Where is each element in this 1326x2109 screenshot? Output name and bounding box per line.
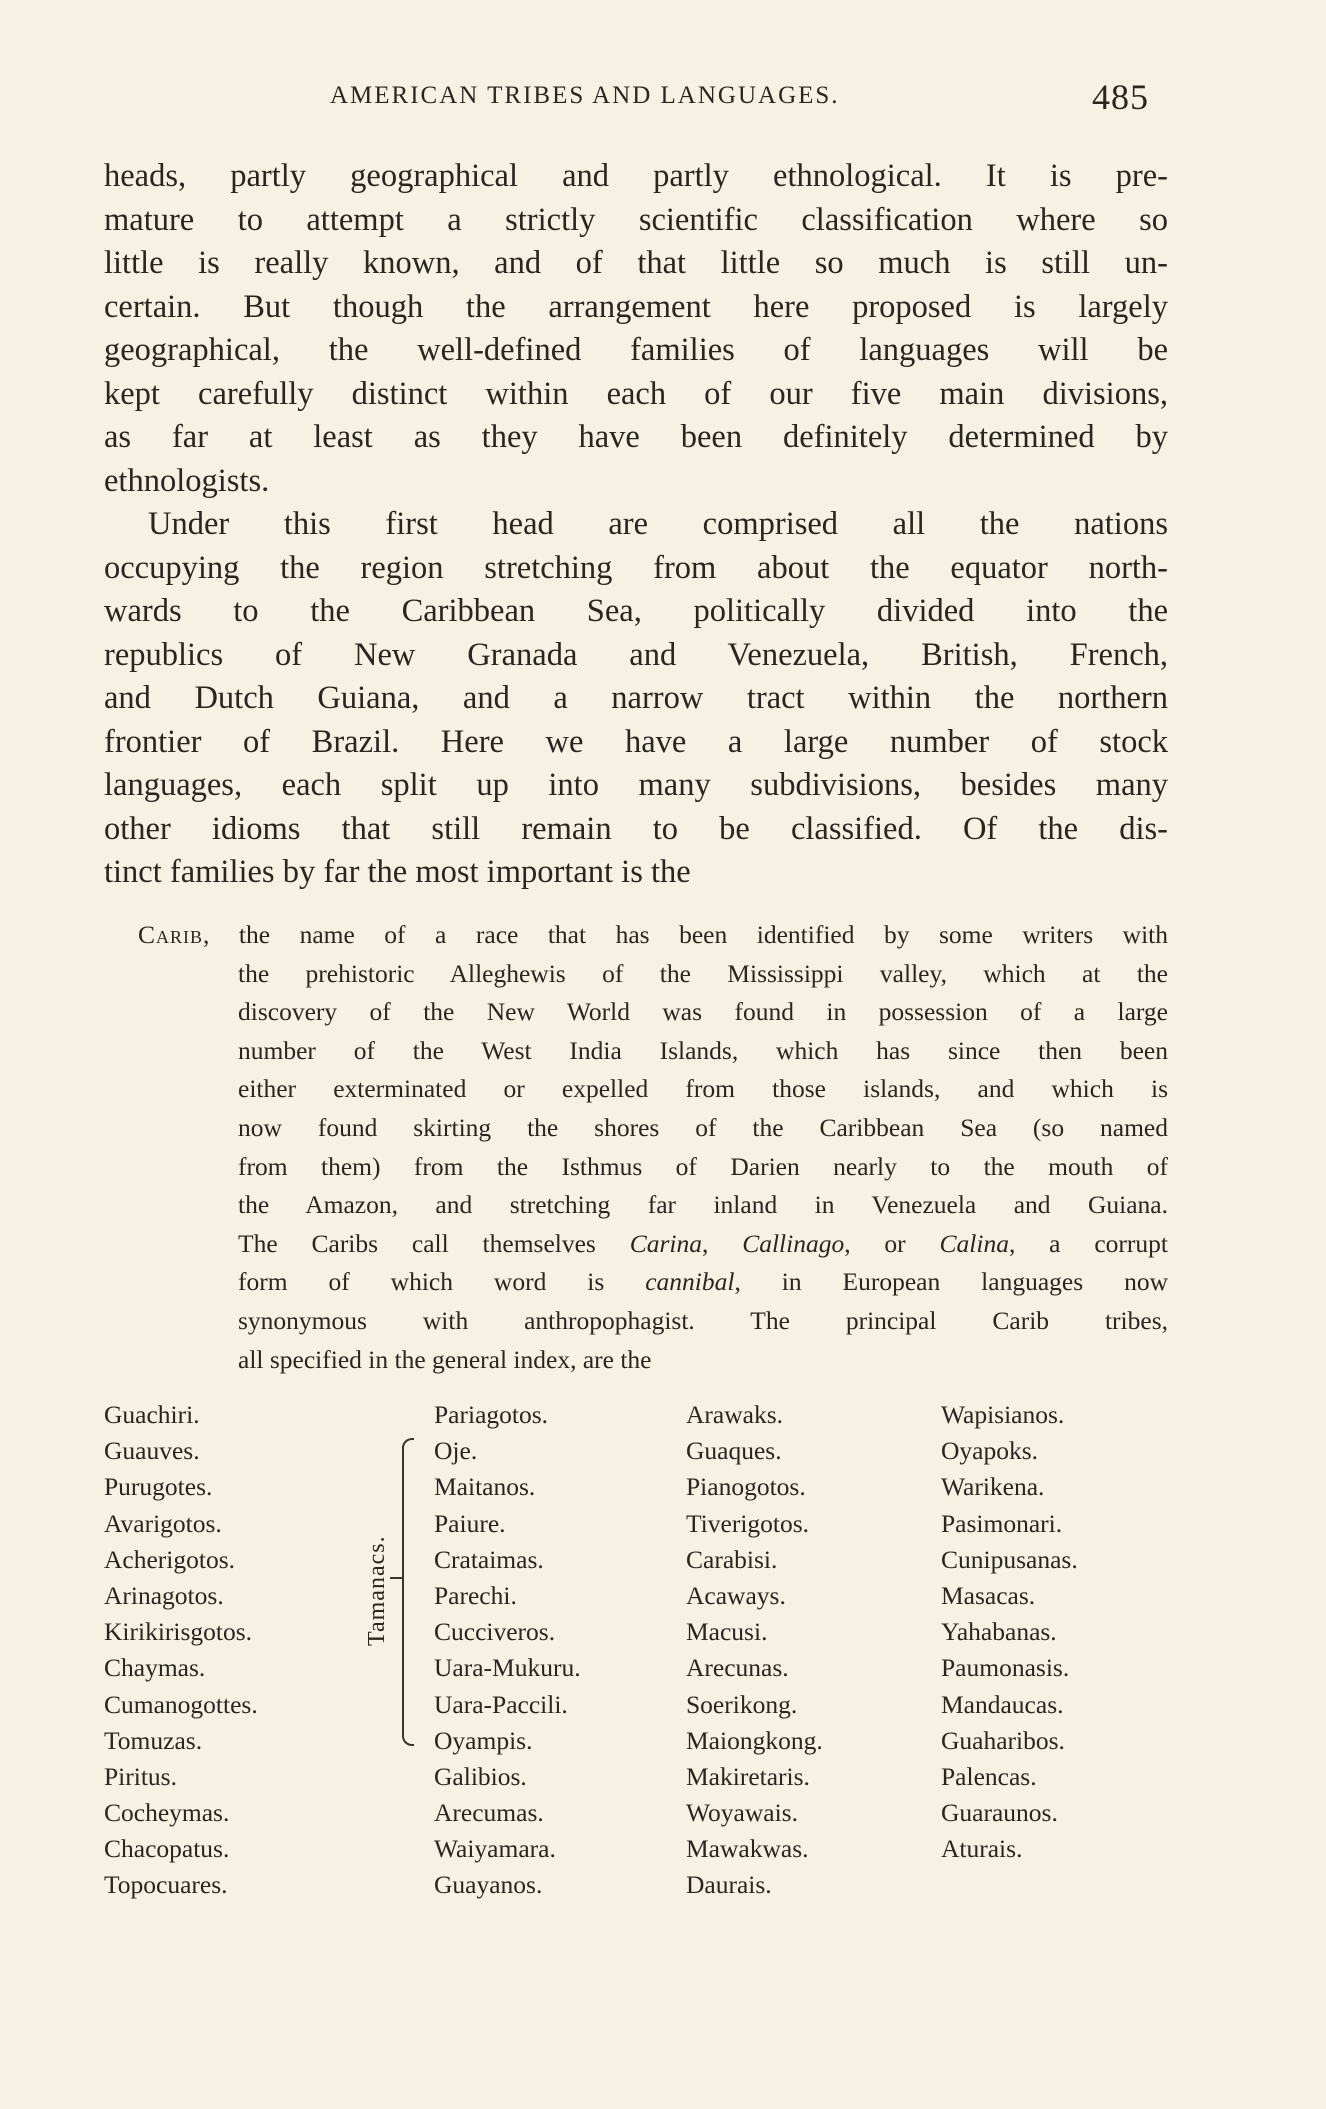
tribe-name: Pasimonari. bbox=[941, 1508, 1063, 1538]
italic-term: Callinago bbox=[742, 1228, 845, 1258]
tribe-name: Palencas. bbox=[941, 1761, 1037, 1791]
tribe-name: Guaraunos. bbox=[941, 1798, 1058, 1828]
text-line: certain. But though the arrangement here proposed is largely bbox=[104, 288, 1168, 325]
tribe-name: Cumanogottes. bbox=[104, 1689, 258, 1719]
note-line: now found skirting the shores of the Caribbean Sea (so named bbox=[238, 1112, 1168, 1142]
text-line: ethnologists. bbox=[104, 462, 270, 499]
tribe-column-2 bbox=[434, 1397, 581, 1904]
main-text bbox=[104, 155, 1168, 895]
tribe-name: Topocuares. bbox=[104, 1870, 228, 1900]
note-line: The Caribs call themselves Carina, Callinago, or Calina, a corrupt bbox=[238, 1228, 1168, 1258]
tribe-name: Mandaucas. bbox=[941, 1689, 1064, 1719]
tribe-name: Arawaks. bbox=[686, 1400, 784, 1429]
tribe-name: Cocheymas. bbox=[104, 1798, 230, 1828]
tribe-column-4 bbox=[941, 1397, 1078, 1867]
tribe-name: Pianogotos. bbox=[686, 1472, 806, 1502]
text-line: Under this first head are comprised all the nations bbox=[148, 506, 1168, 542]
note-line: form of which word is cannibal, in European languages now bbox=[238, 1267, 1168, 1297]
tribe-name: Acherigotos. bbox=[104, 1544, 236, 1574]
tribe-name: Guayanos. bbox=[434, 1870, 543, 1900]
tribe-name: Cunipusanas. bbox=[941, 1544, 1078, 1574]
tribe-name: Guauves. bbox=[104, 1436, 200, 1466]
tribe-name: Tiverigotos. bbox=[686, 1508, 810, 1538]
tribe-name: Makiretaris. bbox=[686, 1761, 810, 1791]
italic-term: cannibal bbox=[645, 1267, 735, 1297]
tribe-name: Paiure. bbox=[434, 1508, 506, 1538]
text-line: mature to attempt a strictly scientific classification where so bbox=[104, 201, 1168, 238]
tribe-column-3 bbox=[686, 1397, 823, 1904]
italic-term: Carina bbox=[629, 1228, 702, 1258]
tribe-name: Pariagotos. bbox=[434, 1400, 549, 1429]
tribe-name: Paumonasis. bbox=[941, 1653, 1070, 1683]
tribe-name: Maiongkong. bbox=[686, 1725, 823, 1755]
tribe-name: Arinagotos. bbox=[104, 1580, 224, 1610]
tribe-name: Parechi. bbox=[434, 1580, 517, 1610]
text-line: and Dutch Guiana, and a narrow tract within the northern bbox=[104, 680, 1168, 716]
tribe-name: Kirikirisgotos. bbox=[104, 1617, 253, 1647]
brace bbox=[402, 1446, 412, 1736]
tribe-name: Aturais. bbox=[941, 1834, 1023, 1864]
note-line: number of the West India Islands, which has since then been bbox=[238, 1035, 1168, 1065]
tribe-name: Chaymas. bbox=[104, 1653, 206, 1683]
text-line: frontier of Brazil. Here we have a large number of stock bbox=[104, 723, 1168, 760]
running-head: AMERICAN TRIBES AND LANGUAGES. bbox=[330, 82, 840, 109]
tribe-name: Oyapoks. bbox=[941, 1436, 1039, 1466]
tribe-name: Guachiri. bbox=[104, 1400, 200, 1429]
note-line: synonymous with anthropophagist. The principal Carib tribes, bbox=[238, 1305, 1168, 1335]
tribe-column-1 bbox=[104, 1397, 258, 1904]
note-line: from them) from the Isthmus of Darien nearly to the mouth of bbox=[238, 1151, 1168, 1181]
tribe-name: Yahabanas. bbox=[941, 1617, 1057, 1647]
text-line: other idioms that still remain to be classified. Of the dis- bbox=[104, 810, 1168, 847]
entry-heading: Carib bbox=[138, 920, 204, 949]
tribe-name: Arecumas. bbox=[434, 1798, 544, 1828]
tribe-name: Uara-Mukuru. bbox=[434, 1653, 581, 1683]
note-line: Carib, the name of a race that has been identified by some writers with bbox=[138, 920, 1168, 949]
tribe-name: Guaques. bbox=[686, 1436, 782, 1466]
tribe-name: Woyawais. bbox=[686, 1798, 798, 1828]
text-line: as far at least as they have been definitely determined by bbox=[104, 419, 1168, 455]
text-line: languages, each split up into many subdivisions, besides many bbox=[104, 767, 1168, 803]
tribe-name: Oyampis. bbox=[434, 1725, 533, 1755]
tribe-name: Wapisianos. bbox=[941, 1400, 1065, 1429]
tribe-name: Acaways. bbox=[686, 1580, 786, 1610]
tribe-name: Galibios. bbox=[434, 1761, 527, 1791]
tribe-name: Arecunas. bbox=[686, 1653, 789, 1683]
text-line: kept carefully distinct within each of our five main divisions, bbox=[104, 375, 1168, 412]
tribe-name: Daurais. bbox=[686, 1870, 772, 1900]
carib-entry bbox=[138, 916, 1168, 1379]
text-line: occupying the region stretching from about the equator north- bbox=[104, 549, 1168, 586]
brace-bottom bbox=[402, 1734, 414, 1746]
page-number: 485 bbox=[1092, 77, 1149, 117]
tribe-name: Tomuzas. bbox=[104, 1725, 203, 1755]
text-line: tinct families by far the most important is the bbox=[104, 854, 691, 890]
tribe-name: Masacas. bbox=[941, 1580, 1036, 1610]
tamanacs-group-label: Tamanacs. bbox=[364, 1535, 390, 1646]
tribe-name: Warikena. bbox=[941, 1472, 1045, 1502]
tribe-name: Soerikong. bbox=[686, 1689, 798, 1719]
page-header bbox=[0, 76, 1326, 120]
tribe-name: Uara-Paccili. bbox=[434, 1689, 568, 1719]
tribe-name: Carabisi. bbox=[686, 1544, 778, 1574]
tribe-name: Crataimas. bbox=[434, 1544, 544, 1574]
note-line: either exterminated or expelled from those islands, and which is bbox=[238, 1074, 1168, 1104]
text-line: wards to the Caribbean Sea, politically divided into the bbox=[104, 593, 1168, 629]
tribe-name: Waiyamara. bbox=[434, 1834, 556, 1864]
note-line: all specified in the general index, are the bbox=[238, 1344, 652, 1374]
italic-term: Calina bbox=[939, 1228, 1009, 1258]
brace-point bbox=[390, 1577, 402, 1587]
note-line: the prehistoric Alleghewis of the Mississippi valley, which at the bbox=[238, 958, 1168, 988]
tribe-name: Mawakwas. bbox=[686, 1834, 809, 1864]
text-line: republics of New Granada and Venezuela, British, French, bbox=[104, 636, 1168, 673]
note-line: the Amazon, and stretching far inland in Venezuela and Guiana. bbox=[238, 1190, 1168, 1220]
tribe-name: Maitanos. bbox=[434, 1472, 536, 1502]
text-line: little is really known, and of that little so much is still un- bbox=[104, 245, 1168, 281]
tribe-name: Chacopatus. bbox=[104, 1834, 230, 1864]
tribe-name: Macusi. bbox=[686, 1617, 768, 1647]
tribe-name: Avarigotos. bbox=[104, 1508, 222, 1538]
tribe-name: Guaharibos. bbox=[941, 1725, 1065, 1755]
text-line: geographical, the well-defined families of languages will be bbox=[104, 332, 1168, 368]
tribe-name: Purugotes. bbox=[104, 1472, 213, 1502]
tribe-name: Piritus. bbox=[104, 1761, 177, 1791]
text-line: heads, partly geographical and partly ethnological. It is pre- bbox=[104, 158, 1168, 194]
tribe-name: Cucciveros. bbox=[434, 1617, 556, 1647]
note-line: discovery of the New World was found in possession of a large bbox=[238, 997, 1168, 1027]
tribe-name: Oje. bbox=[434, 1436, 478, 1466]
